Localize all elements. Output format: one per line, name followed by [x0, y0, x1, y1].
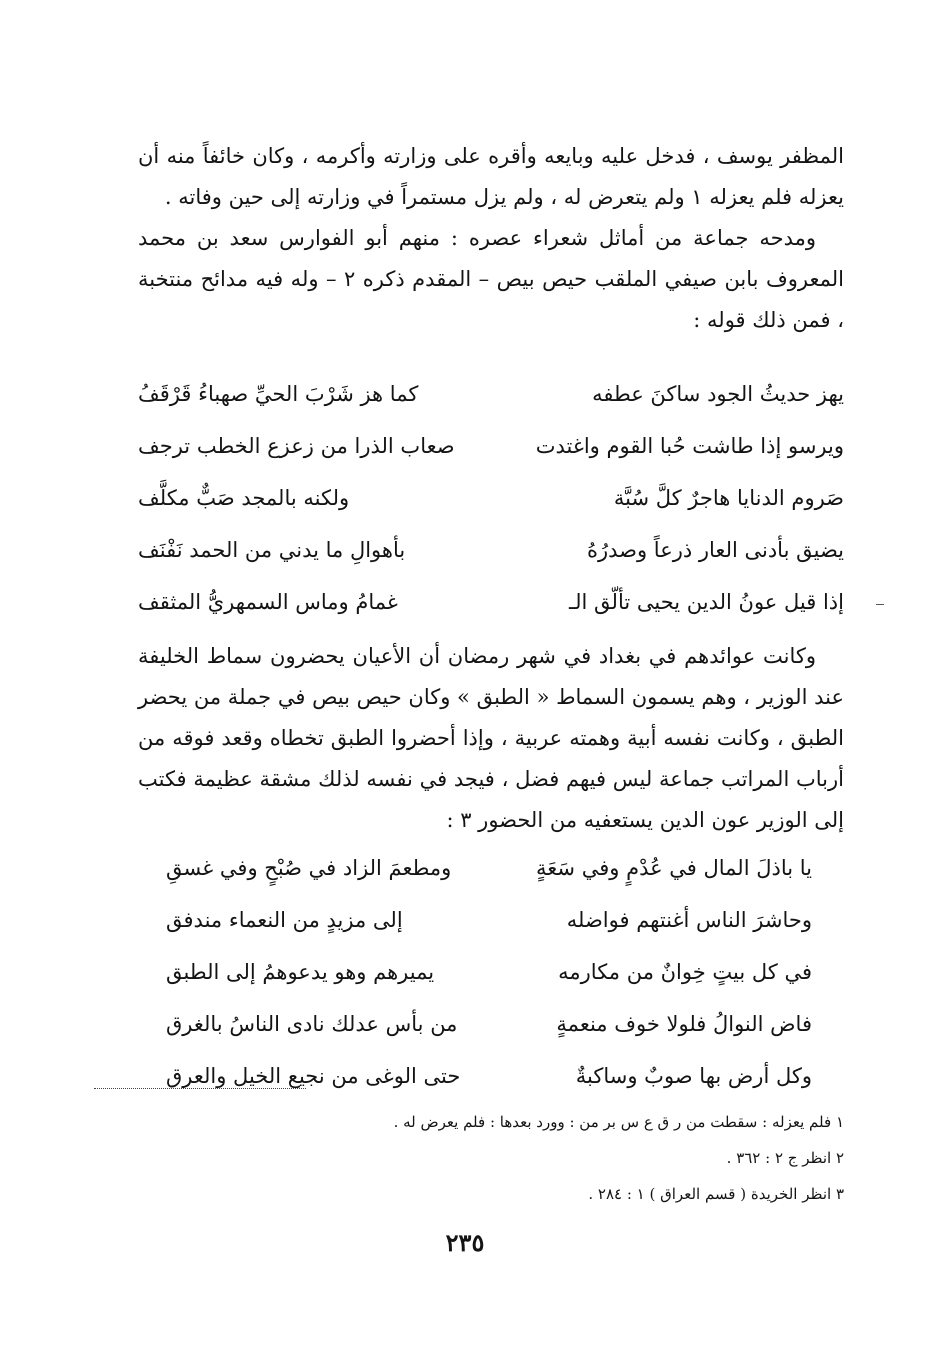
verse-first-hemistich: صَروم الدنايا هاجرٌ كلَّ سُبَّة [613, 486, 844, 510]
verse-line [138, 382, 844, 434]
verse-line [166, 960, 812, 1012]
verse-second-hemistich: ومطعمَ الزاد في صُبْحٍ وفي غسقِ [166, 856, 452, 880]
verse-line [138, 434, 844, 486]
verse-first-hemistich: وحاشرَ الناس أغنتهم فواضله [566, 908, 812, 932]
verse-line [166, 856, 812, 908]
verse-second-hemistich: إلى مزيدٍ من النعماء مندفق [166, 908, 403, 932]
verse-line [166, 1012, 812, 1064]
verse-second-hemistich: ولكنه بالمجد صَبٌّ مكلَّف [138, 486, 350, 510]
verse-second-hemistich: حتى الوغى من نجيع الخيل والعرق [166, 1064, 461, 1088]
verse-line [138, 590, 844, 642]
footnote-2: ٢ انظر ج ٢ : ٣٦٢ . [726, 1149, 844, 1167]
body-text-middle [138, 636, 844, 841]
footnote-3: ٣ انظر الخريدة ( قسم العراق ) ١ : ٢٨٤ . [588, 1185, 844, 1203]
verse-second-hemistich: صعاب الذرا من زعزع الخطب ترجف [138, 434, 455, 458]
verse-first-hemistich: ويرسو إذا طاشت حُبا القوم واغتدت [535, 434, 844, 458]
footnote-1: ١ فلم يعزله : سقطت من ر ق ع س بر من : وورد بعدها : فلم يعرض له . [393, 1113, 844, 1131]
verse-first-hemistich: وكل أرض بها صوبٌ وساكبةٌ [575, 1064, 812, 1088]
verse-second-hemistich: يميرهم وهو يدعوهمُ إلى الطبق [166, 960, 435, 984]
verse-second-hemistich: غمامُ وماس السمهريُّ المثقف [138, 590, 398, 614]
footnote-separator [94, 1088, 306, 1089]
verse-first-hemistich: في كل بيتٍ خِوانٌ من مكارمه [558, 960, 812, 984]
verse-first-hemistich: يا باذلَ المال في عُدْمٍ وفي سَعَةٍ [536, 856, 812, 880]
verse-line [138, 486, 844, 538]
poem-praise [138, 382, 844, 642]
verse-second-hemistich: من بأس عدلك نادى الناسُ بالغرق [166, 1012, 458, 1036]
verse-line [138, 538, 844, 590]
verse-first-hemistich: فاض النوالُ فلولا خوف منعمةٍ [556, 1012, 812, 1036]
verse-first-hemistich: يضيق بأدنى العار ذرعاً وصدرُهُ [586, 538, 844, 562]
margin-mark [876, 604, 884, 605]
verse-second-hemistich: كما هز شَرْبَ الحيِّ صهباءُ قَرْقَفُ [138, 382, 419, 406]
verse-first-hemistich: إذا قيل عونُ الدين يحيى تألّق الـ [568, 590, 844, 614]
paragraph-praise-intro: ومدحه جماعة من أماثل شعراء عصره : منهم أبو الفوارس سعد بن محمد المعروف بابن صيفي الملقب حيص بيص – المقدم ذكره ٢ – وله فيه مدائح منتخبة ، فمن ذلك قوله : [138, 226, 845, 332]
paragraph-continuation: المظفر يوسف ، فدخل عليه وبايعه وأقره على وزارته وأكرمه ، وكان خائفاً منه أن يعزله فلم يعزله ١ ولم يتعرض له ، ولم يزل مستمراً في وزارته إلى حين وفاته . [138, 144, 844, 209]
verse-line [166, 908, 812, 960]
verse-first-hemistich: يهز حديثُ الجود ساكنَ عطفه [592, 382, 844, 406]
poem-request [166, 856, 812, 1116]
body-text-top [138, 136, 844, 341]
paragraph-ramadan-custom: وكانت عوائدهم في بغداد في شهر رمضان أن الأعيان يحضرون سماط الخليفة عند الوزير ، وهم يسمون السماط « الطبق » وكان حيص بيص في جملة من يحضر الطبق ، وكانت نفسه أبية وهمته عربية ، وإذا أحضروا الطبق تخطاه وقعد فوقه من أرباب المراتب جماعة ليس فيهم فضل ، فيجد في نفسه لذلك مشقة عظيمة فكتب إلى الوزير عون الدين يستعفيه من الحضور ٣ : [138, 644, 844, 832]
page-number: ٢٣٥ [445, 1228, 485, 1257]
verse-second-hemistich: بأهوالِ ما يدني من الحمد نَفْنَف [138, 538, 406, 562]
footnotes [138, 1104, 844, 1212]
